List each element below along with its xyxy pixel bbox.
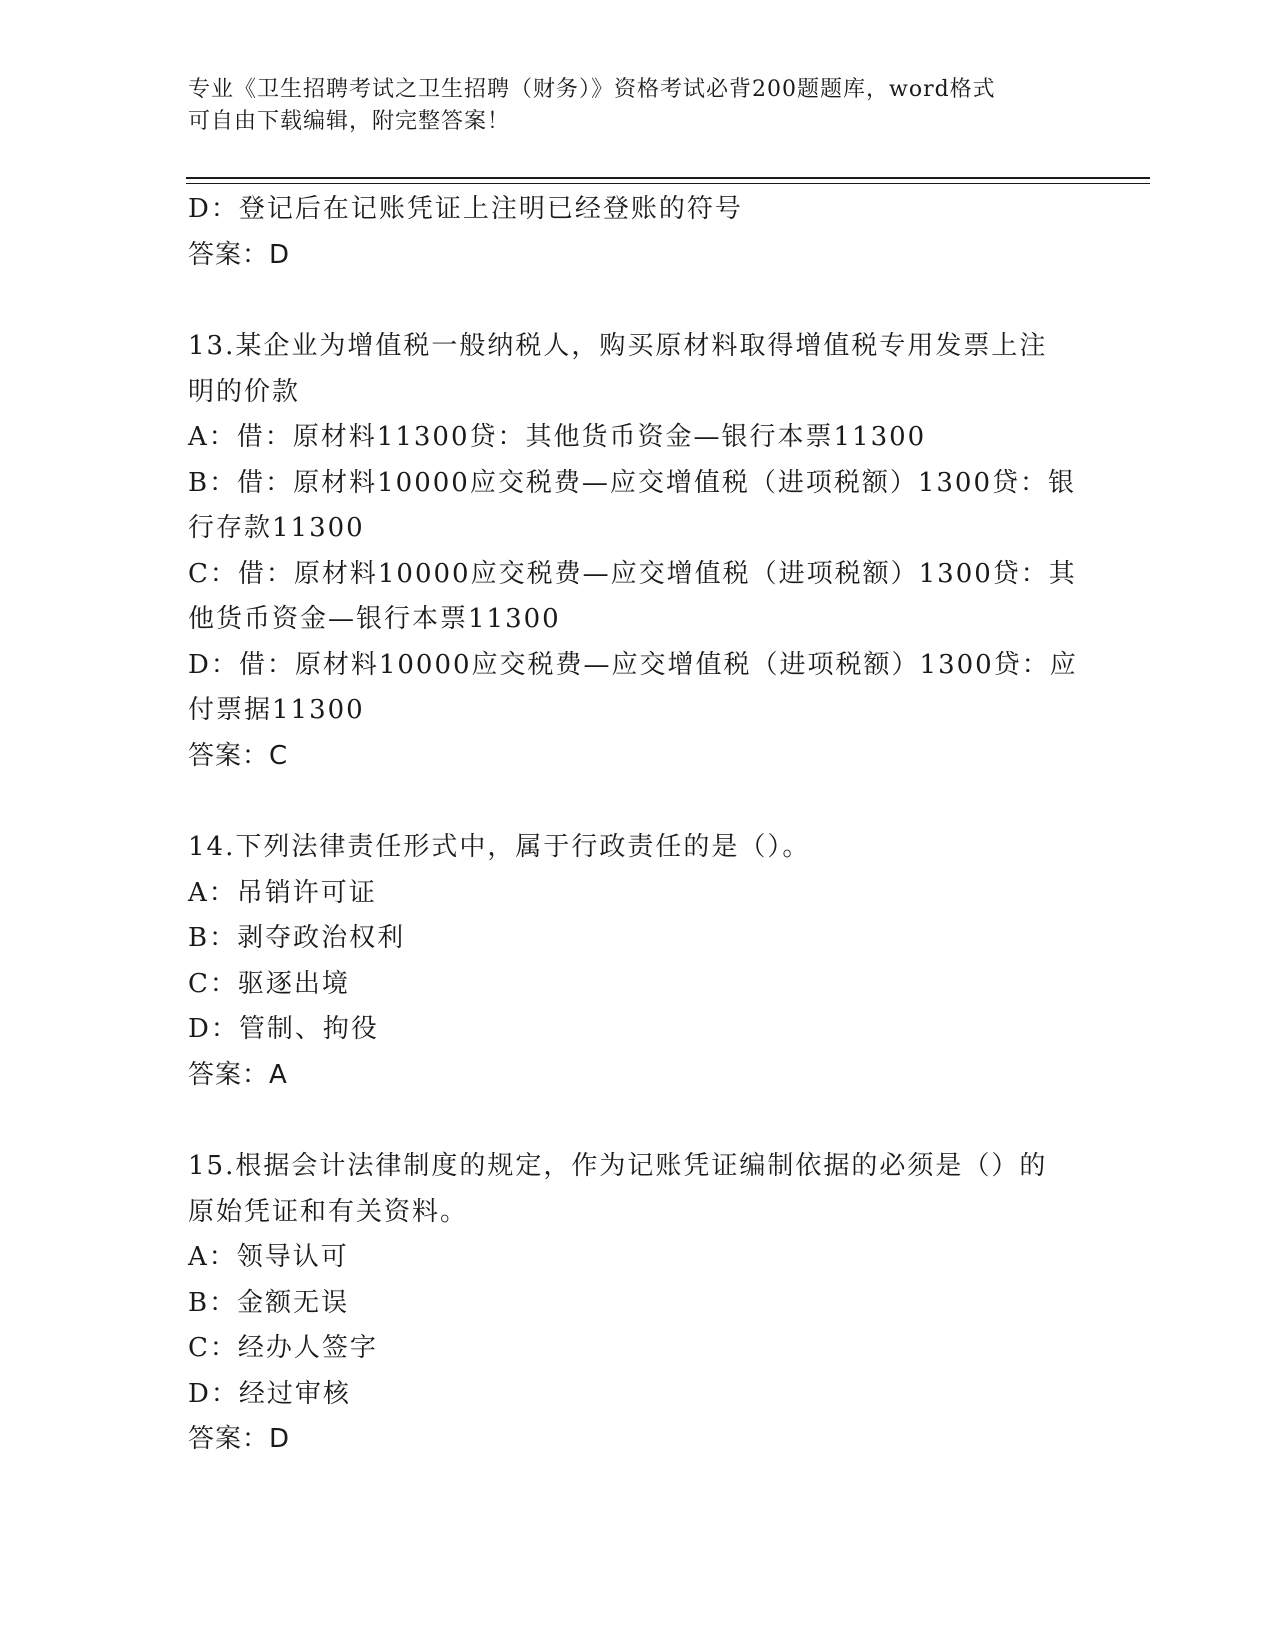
header-title-line-1: 专业《卫生招聘考试之卫生招聘（财务）》资格考试必背200题题库，word格式 — [188, 77, 996, 102]
answer-line: 答案：D — [188, 239, 291, 270]
answer-line: 答案：A — [188, 1059, 288, 1090]
question-14 — [188, 825, 1088, 1098]
spacer — [188, 278, 1088, 324]
option-c: C：借：原材料10000应交税费—应交增值税（进项税额）1300贷：其 — [188, 558, 1077, 589]
option-c: C：经办人签字 — [188, 1333, 378, 1363]
option-b-continued: 行存款11300 — [188, 513, 365, 543]
spacer — [188, 1098, 1088, 1144]
option-d: D：经过审核 — [188, 1378, 351, 1409]
header-rule-thick — [186, 177, 1150, 179]
question-stem: 13.某企业为增值税一般纳税人，购买原材料取得增值税专用发票上注 — [188, 331, 1048, 361]
option-d: D：管制、拘役 — [188, 1014, 379, 1044]
option-b: B：金额无误 — [188, 1287, 350, 1318]
answer-line: 答案：C — [188, 740, 289, 771]
question-15 — [188, 1144, 1088, 1463]
option-b: B：借：原材料10000应交税费—应交增值税（进项税额）1300贷：银 — [188, 467, 1076, 498]
header-title-line-2: 可自由下载编辑，附完整答案！ — [188, 109, 511, 134]
option-d: D：登记后在记账凭证上注明已经登账的符号 — [188, 194, 743, 224]
question-list — [188, 187, 1088, 1463]
option-b: B：剥夺政治权利 — [188, 923, 406, 953]
option-a: A：借：原材料11300贷：其他货币资金—银行本票11300 — [188, 422, 927, 452]
option-d: D：借：原材料10000应交税费—应交增值税（进项税额）1300贷：应 — [188, 649, 1078, 680]
answer-line: 答案：D — [188, 1424, 291, 1454]
header-rule-thin — [186, 183, 1150, 184]
question-stem-continued: 原始凭证和有关资料。 — [188, 1196, 469, 1227]
option-c-continued: 他货币资金—银行本票11300 — [188, 604, 561, 634]
question-stem: 14.下列法律责任形式中，属于行政责任的是（）。 — [188, 832, 811, 862]
question-stem-continued: 明的价款 — [188, 376, 301, 407]
option-a: A：吊销许可证 — [188, 877, 377, 908]
question-13 — [188, 324, 1088, 779]
question-12-fragment — [188, 187, 1088, 278]
option-d-continued: 付票据11300 — [188, 695, 365, 725]
question-stem: 15.根据会计法律制度的规定，作为记账凭证编制依据的必须是（）的 — [188, 1151, 1048, 1181]
document-header — [188, 74, 1068, 138]
option-a: A：领导认可 — [188, 1242, 349, 1272]
spacer — [188, 779, 1088, 825]
option-c: C：驱逐出境 — [188, 968, 350, 999]
